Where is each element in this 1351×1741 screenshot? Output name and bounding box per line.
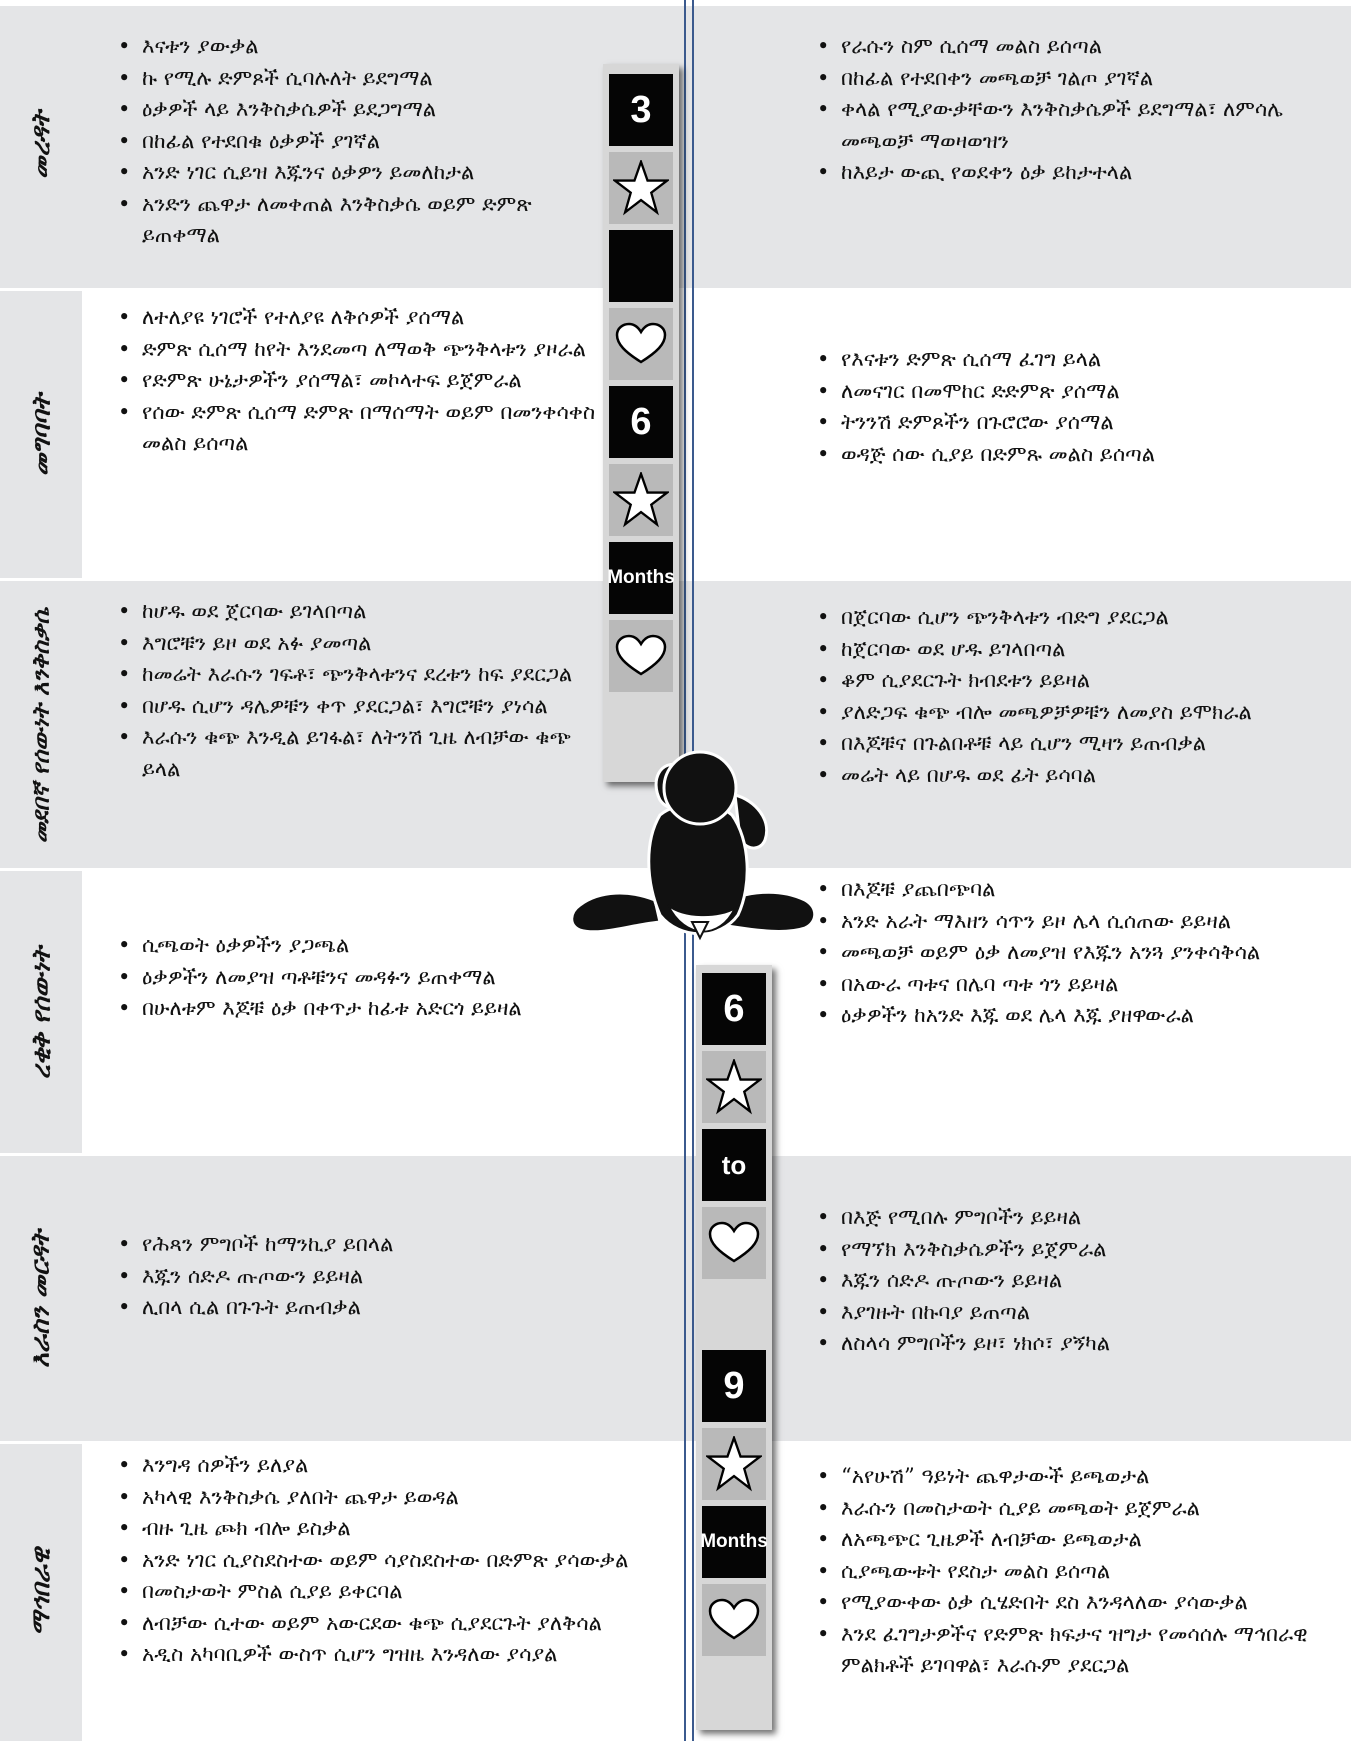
- age-unit: Months: [702, 1506, 766, 1578]
- age-separator: to: [702, 1129, 766, 1201]
- list-item: • ቀላል የሚያውቃቸውን እንቅስቃሴዎች ይደግማል፣ ለምሳሌ መጫወቻ ማወዛወዝን: [815, 94, 1315, 157]
- list-item: • የራሱን ስም ሲሰማ መልስ ይሰጣል: [815, 31, 1315, 63]
- list-item: • ቆም ሲያደርጉት ክብደቱን ይይዛል: [815, 665, 1335, 697]
- section-label: ረቂቅ የሰውነት: [26, 946, 55, 1079]
- list-item: • በጀርባው ሲሆን ጭንቅላቱን ብድግ ያደርጋል: [815, 602, 1335, 634]
- left-list: [116, 302, 606, 460]
- right-list: [815, 874, 1335, 1032]
- list-item: • የማኘክ እንቅስቃሴዎችን ይጀምራል: [815, 1234, 1315, 1266]
- list-item: • እናቱን ያውቃል: [116, 31, 606, 63]
- list-item: • እንደ ፈገግታዎችና የድምጽ ክፍታና ዝግታ የመሳሰሉ ማኅበራዊ ምልክቶች ይገባዋል፣ እራሱም ያደርጋል: [815, 1619, 1335, 1682]
- row-separator: [0, 1441, 1351, 1444]
- section-social: [0, 1443, 1351, 1741]
- list-item: • ዕቃዎች ላይ እንቅስቃሴዎች ይደጋግማል: [116, 94, 606, 126]
- list-item: • እራሱን በመስታወት ሲያይ መጫወት ይጀምራል: [815, 1493, 1335, 1525]
- heart-icon: [702, 1207, 766, 1279]
- list-item: • የሕጻን ምግቦች ከማንኪያ ይበላል: [116, 1229, 606, 1261]
- baby-silhouette: [560, 740, 830, 990]
- list-item: • ከጀርባው ወደ ሆዱ ይገላበጣል: [815, 634, 1335, 666]
- list-item: • ለብቻው ሲተው ወይም አውርደው ቁጭ ሲያደርጉት ያለቅሳል: [116, 1608, 636, 1640]
- black-block: [609, 230, 673, 302]
- section-label: መግባባት: [26, 393, 56, 477]
- list-item: • ከመሬት እራሱን ገፍቶ፣ ጭንቅላቱንና ደረቱን ከፍ ያደርጋል: [116, 659, 606, 691]
- right-list: [815, 602, 1335, 791]
- age-number: 3: [609, 74, 673, 146]
- list-item: • አዲስ አካባቢዎች ውስጥ ሲሆን ግዝዜ እንዳለው ያሳያል: [116, 1639, 636, 1671]
- list-item: • በሁለቱም እጆቹ ዕቃ በቀጥታ ከፊቱ አድርጎ ይይዛል: [116, 993, 586, 1025]
- list-item: • ለተለያዩ ነገሮች የተለያዩ ለቅሶዎች ያሰማል: [116, 302, 606, 334]
- star-icon: [702, 1051, 766, 1123]
- list-item: • ትንንሽ ድምጾችን በጉሮሮው ያሰማል: [815, 407, 1315, 439]
- age-unit: Months: [609, 542, 673, 614]
- list-item: • ኩ የሚሉ ድምጾች ሲባሉለት ይደግማል: [116, 63, 606, 95]
- list-item: • ዕቃዎችን ለመያዝ ጣቶቹንና መዳፉን ይጠቀማል: [116, 962, 586, 994]
- section-self-help: [0, 1155, 1351, 1443]
- list-item: • በከፊል የተደበቁ ዕቃዎች ያገኛል: [116, 126, 606, 158]
- list-item: • “አየሁሽ” ዓይነት ጨዋታውች ይጫወታል: [815, 1461, 1335, 1493]
- right-list: [815, 1202, 1315, 1360]
- age-number: 6: [702, 973, 766, 1045]
- list-item: • ሲያጫውቱት የደስታ መልስ ይሰጣል: [815, 1556, 1335, 1588]
- right-list: [815, 344, 1315, 470]
- section-label: መደበኛ የሰውነት እንቅስቃሴ: [27, 606, 55, 844]
- left-list: [116, 1229, 606, 1324]
- section-label: ማኅበራዊ: [26, 1548, 55, 1636]
- heart-icon: [609, 620, 673, 692]
- list-item: • በሆዱ ሲሆን ዳሌዎቹን ቀጥ ያደርጋል፣ እግሮቹን ያነሳል: [116, 691, 606, 723]
- top-border: [0, 0, 1351, 6]
- age-number: 9: [702, 1350, 766, 1422]
- list-item: • ድምጽ ሲሰማ ከየት እንደመጣ ለማወቅ ጭንቅላቱን ያዞራል: [116, 334, 606, 366]
- list-item: • ወዳጅ ሰው ሲያይ በድምጹ መልስ ይሰጣል: [815, 439, 1315, 471]
- heart-icon: [609, 308, 673, 380]
- list-item: • ለአጫጭር ጊዜዎች ለብቻው ይጫወታል: [815, 1524, 1335, 1556]
- list-item: • እራሱን ቁጭ እንዲል ይገፋል፣ ለትንሽ ጊዜ ለብቻው ቁጭ ይላል: [116, 722, 606, 785]
- list-item: • እያገዙት በኩባያ ይጠጣል: [815, 1297, 1315, 1329]
- row-separator: [0, 1153, 1351, 1156]
- list-item: • አካላዊ እንቅስቃሴ ያለበት ጨዋታ ይወዳል: [116, 1482, 636, 1514]
- left-list: [116, 930, 586, 1025]
- section-label: እራስን መርዳት: [26, 1230, 55, 1368]
- age-strip-6-9-months: [696, 965, 772, 1730]
- list-item: • መሬት ላይ በሆዱ ወደ ፊት ይሳባል: [815, 760, 1335, 792]
- list-item: • አንድ አራት ማእዘን ሳጥን ይዞ ሌላ ሲሰጠው ይይዛል: [815, 906, 1335, 938]
- list-item: • ከእይታ ውጪ የወደቀን ዕቃ ይከታተላል: [815, 157, 1315, 189]
- list-item: • ብዙ ጊዜ ጮክ ብሎ ይስቃል: [116, 1513, 636, 1545]
- list-item: • በአውራ ጣቱና በሌባ ጣቱ ጎን ይይዛል: [815, 969, 1335, 1001]
- list-item: • የእናቱን ድምጽ ሲሰማ ፈገግ ይላል: [815, 344, 1315, 376]
- list-item: • አንድን ጨዋታ ለመቀጠል እንቅስቃሴ ወይም ድምጽ ይጠቀማል: [116, 189, 606, 252]
- star-icon: [609, 152, 673, 224]
- list-item: • እጁን ሰድዶ ጡጦውን ይይዛል: [116, 1261, 606, 1293]
- list-item: • እንግዳ ሰዎችን ይለያል: [116, 1450, 636, 1482]
- list-item: • ያለድጋፍ ቁጭ ብሎ መጫዎቻዎቹን ለመያስ ይሞክራል: [815, 697, 1335, 729]
- right-list: [815, 1461, 1335, 1682]
- list-item: • መጫወቻ ወይም ዕቃ ለመያዝ የእጁን አንጓ ያንቀሳቅሳል: [815, 937, 1335, 969]
- heart-icon: [702, 1584, 766, 1656]
- list-item: • በመስታወት ምስል ሲያይ ይቀርባል: [116, 1576, 636, 1608]
- list-item: • አንድ ነገር ሲያስደስተው ወይም ሳያስደስተው በድምጽ ያሳውቃል: [116, 1545, 636, 1577]
- list-item: • በእጅ የሚበሉ ምግቦችን ይይዛል: [815, 1202, 1315, 1234]
- list-item: • ለስላሳ ምግቦችን ይዞ፣ ነክሶ፣ ያኝካል: [815, 1328, 1315, 1360]
- left-list: [116, 31, 606, 252]
- list-item: • ዕቃዎችን ከአንድ እጁ ወደ ሌላ እጁ ያዘዋውራል: [815, 1000, 1335, 1032]
- list-item: • እግሮቹን ይዞ ወደ አፉ ያመጣል: [116, 628, 606, 660]
- list-item: • የሚያውቀው ዕቃ ሲሄድበት ደስ እንዳላለው ያሳውቃል: [815, 1587, 1335, 1619]
- list-item: • በእጆቹና በጉልበቶቹ ላይ ሲሆን ሚዛን ይጠብቃል: [815, 728, 1335, 760]
- left-list: [116, 1450, 636, 1671]
- list-item: • ከሆዱ ወደ ጀርባው ይገላበጣል: [116, 596, 606, 628]
- age-strip-3-6-months: [603, 64, 679, 782]
- list-item: • በእጆቹ ያጨበጭባል: [815, 874, 1335, 906]
- list-item: • እጁን ሰድዶ ጡጦውን ይይዛል: [815, 1265, 1315, 1297]
- list-item: • ሊበላ ሲል በጉጉት ይጠብቃል: [116, 1292, 606, 1324]
- list-item: • ሲጫወት ዕቃዎችን ያጋጫል: [116, 930, 586, 962]
- list-item: • ለመናገር በመሞከር ድድምጽ ያሰማል: [815, 376, 1315, 408]
- right-list: [815, 31, 1315, 189]
- section-label: መረዳት: [26, 110, 55, 180]
- list-item: • የሰው ድምጽ ሲሰማ ድምጽ በማሰማት ወይም በመንቀሳቀስ መልስ ይሰጣል: [116, 397, 606, 460]
- left-list: [116, 596, 606, 785]
- list-item: • በከፊል የተደበቀን መጫወቻ ገልጦ ያገኛል: [815, 63, 1315, 95]
- star-icon: [609, 464, 673, 536]
- list-item: • አንድ ነገር ሲይዝ እጁንና ዕቃዎን ይመለከታል: [116, 157, 606, 189]
- list-item: • የድምጽ ሁኔታዎችን ያሰማል፣ መኮላተፍ ይጀምራል: [116, 365, 606, 397]
- star-icon: [702, 1428, 766, 1500]
- age-number: 6: [609, 386, 673, 458]
